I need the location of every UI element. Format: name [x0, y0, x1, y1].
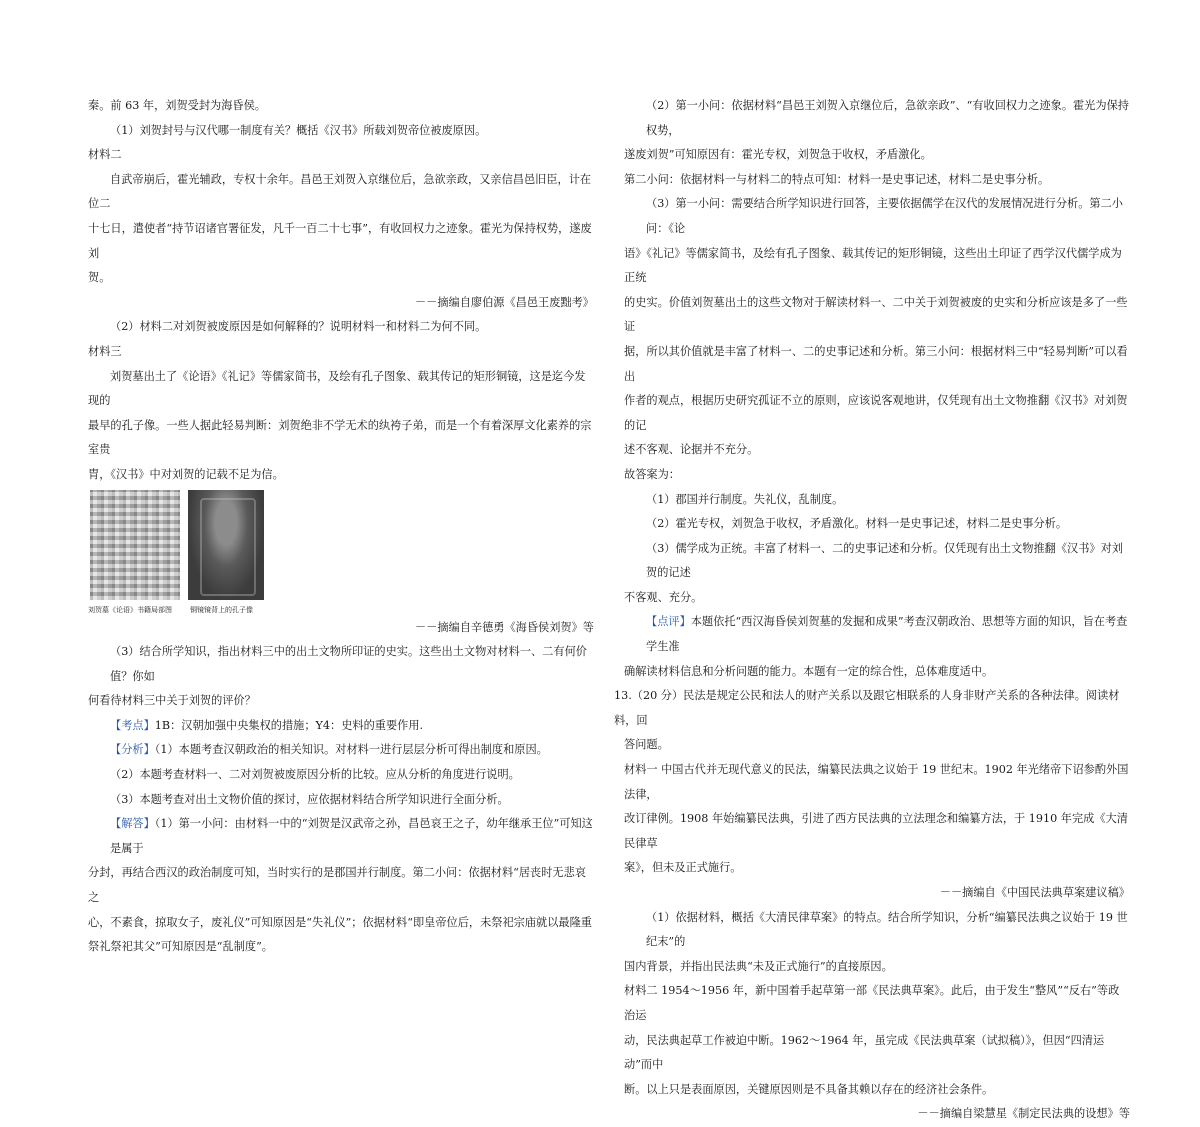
text-line: 不客观、充分。 [624, 590, 703, 604]
text-line: 断。以上只是表面原因，关键原因则是不具备其赖以存在的经济社会条件。 [624, 1082, 994, 1096]
text-line: 国内背景，并指出民法典“未及正式施行”的直接原因。 [624, 959, 893, 973]
text-line: 心，不素食，掠取女子，废礼仪”可知原因是“失礼仪”；依据材料“即皇帝位后，未祭祀宗庙就以最隆重 [88, 915, 592, 929]
text-line: 改订律例。1908 年始编纂民法典，引进了西方民法典的立法理念和编纂方法，于 1910 年完成《大清民律草 [624, 812, 1128, 850]
text-line: （3）第一小问：需要结合所学知识进行回答，主要依据儒学在汉代的发展情况进行分析。第二小问：《论 [646, 197, 1123, 235]
figure-row [90, 490, 594, 600]
text-line: 遂废刘贺”可知原因有：霍光专权，刘贺急于收权，矛盾激化。 [624, 148, 932, 162]
text-line: 答问题。 [624, 738, 669, 752]
text-line: 自武帝崩后，霍光辅政，专权十余年。昌邑王刘贺入京继位后，急欲亲政，又亲信昌邑旧臣，计在位二 [88, 172, 592, 211]
text-line: 最早的孔子像。一些人据此轻易判断：刘贺绝非不学无术的纨袴子弟，而是一个有着深厚文化素养的宗室贵 [88, 418, 592, 457]
text-line: 述不客观、论据并不充分。 [624, 443, 759, 457]
material-1: 材料一 中国古代并无现代意义的民法，编纂民法典之议始于 19 世纪末。1902 年光绪帝下诏参酌外国法律， [624, 763, 1129, 801]
answer-1: （1）郡国并行制度。失礼仪，乱制度。 [646, 492, 844, 506]
text-line: 十七日，遣使者“持节诏诸官署征发，凡千一百二十七事”，有收回权力之迹象。霍光为保持权势，遂废刘 [88, 221, 592, 260]
bamboo-slip-photo [90, 490, 180, 600]
figure-caption: 铜镜镜背上的孔子像 [190, 605, 253, 614]
jieda-text: （1）第一小问：由材料一中的“刘贺是汉武帝之孙，昌邑哀王之子，幼年继承王位”可知这是属于 [110, 817, 593, 855]
answer-heading: 故答案为： [624, 467, 680, 481]
answer-2: （2）霍光专权，刘贺急于收权，矛盾激化。材料一是史事记述，材料二是史事分析。 [646, 517, 1068, 531]
text-line: 确解读材料信息和分析问题的能力。本题有一定的综合性，总体难度适中。 [624, 664, 994, 678]
question-13-1: （1）依据材料，概括《大清民律草案》的特点。结合所学知识，分析“编纂民法典之议始于 19 世纪末”的 [646, 910, 1128, 949]
source-citation: －－摘编自《中国民法典草案建议稿》 [939, 886, 1130, 899]
figure-captions [88, 604, 594, 616]
material-2: 材料二 1954～1956 年，新中国着手起草第一部《民法典草案》。此后，由于发生“整风”“反右”等政治运 [624, 984, 1120, 1022]
right-column [614, 94, 1130, 1127]
kaodian-line [88, 714, 594, 739]
fenxi-tag: 【分析】 [110, 743, 155, 757]
kaodian-tag: 【考点】 [110, 718, 155, 732]
answer-3: （3）儒学成为正统。丰富了材料一、二的史事记述和分析。仅凭现有出土文物推翻《汉书》对刘贺的记述 [646, 541, 1123, 580]
text-line: 刘贺墓出土了《论语》《礼记》等儒家简书，及绘有孔子图象、载其传记的矩形铜镜，这是迄今发现的 [88, 369, 586, 408]
material-3-heading: 材料三 [88, 344, 122, 358]
jieda-line [88, 812, 594, 861]
text-line: （2）本题考查材料一、二对刘贺被废原因分析的比较。应从分析的角度进行说明。 [110, 768, 520, 782]
kaodian-text: 1B：汉朝加强中央集权的措施；Y4：史料的重要作用. [154, 718, 424, 732]
text-line: （2）第一小问：依据材料“昌邑王刘贺入京继位后，急欲亲政”、“有收回权力之迹象。霍光为保持权势， [646, 99, 1129, 137]
source-citation: －－摘编自廖伯源《昌邑王废黜考》 [414, 295, 594, 309]
dianping-line [624, 610, 1130, 659]
material-2-heading: 材料二 [88, 148, 122, 162]
text-line: 秦。前 63 年，刘贺受封为海昏侯。 [88, 99, 266, 112]
text-line: 语》《礼记》等儒家简书，及绘有孔子图象、载其传记的矩形铜镜，这些出土印证了西学汉代儒学成为正统 [624, 246, 1122, 285]
dianping-tag: 【点评】 [646, 615, 691, 629]
bronze-mirror-photo [188, 490, 264, 600]
text-line: 据，所以其价值就是丰富了材料一、二的史事记述和分析。第三小问：根据材料三中“轻易判断”可以看出 [624, 344, 1128, 383]
text-line: 第二小问：依据材料一与材料二的特点可知：材料一是史事记述，材料二是史事分析。 [624, 172, 1050, 186]
question-2: （2）材料二对刘贺被废原因是如何解释的？说明材料一和材料二为何不同。 [110, 320, 487, 334]
dianping-text: 本题依托“西汉海昏侯刘贺墓的发掘和成果”考查汉朝政治、思想等方面的知识，旨在考查学生准 [646, 615, 1128, 654]
text-line: 贺。 [88, 271, 111, 285]
text-line: （3）本题考查对出土文物价值的探讨，应依据材料结合所学知识进行全面分析。 [110, 792, 509, 806]
fenxi-line [88, 738, 594, 763]
text-line: 祭礼祭祀其父”可知原因是“乱制度”。 [88, 940, 273, 954]
text-line: 的史实。价值刘贺墓出土的这些文物对于解读材料一、二中关于刘贺被废的史实和分析应该是多了一些证 [624, 295, 1128, 334]
figure-caption: 刘贺墓《论语》书籍局部图 [88, 605, 172, 614]
text-line: 分封，再结合西汉的政治制度可知，当时实行的是郡国并行制度。第二小问：依据材料“居丧时无悲哀之 [88, 866, 586, 905]
text-line: 案》，但未及正式施行。 [624, 861, 742, 875]
text-line: 作者的观点，根据历史研究孤证不立的原则，应该说客观地讲，仅凭现有出土文物推翻《汉书》对刘贺的记 [624, 394, 1128, 432]
text-line: 何看待材料三中关于刘贺的评价？ [88, 694, 256, 708]
question-13: 13.（20 分）民法是规定公民和法人的财产关系以及跟它相联系的人身非财产关系的各种法律。阅读材料，回 [614, 689, 1120, 727]
question-1: （1）刘贺封号与汉代哪一制度有关？概括《汉书》所载刘贺帝位被废原因。 [110, 123, 487, 137]
text-line: 胄，《汉书》中对刘贺的记载不足为信。 [88, 467, 284, 481]
jieda-tag: 【解答】 [110, 817, 155, 831]
fenxi-text: （1）本题考查汉朝政治的相关知识。对材料一进行层层分析可得出制度和原因。 [154, 743, 548, 757]
source-citation: －－摘编自梁慧星《制定民法典的设想》等 [917, 1107, 1130, 1121]
text-line: 动，民法典起草工作被迫中断。1962～1964 年，虽完成《民法典草案（试拟稿）》，但因“四清运动”而中 [624, 1033, 1105, 1072]
left-column [88, 94, 594, 960]
question-3: （3）结合所学知识，指出材料三中的出土文物所印证的史实。这些出土文物对材料一、二有何价值？你如 [110, 645, 587, 683]
source-citation: －－摘编自辛德勇《海昏侯刘贺》等 [414, 620, 594, 634]
